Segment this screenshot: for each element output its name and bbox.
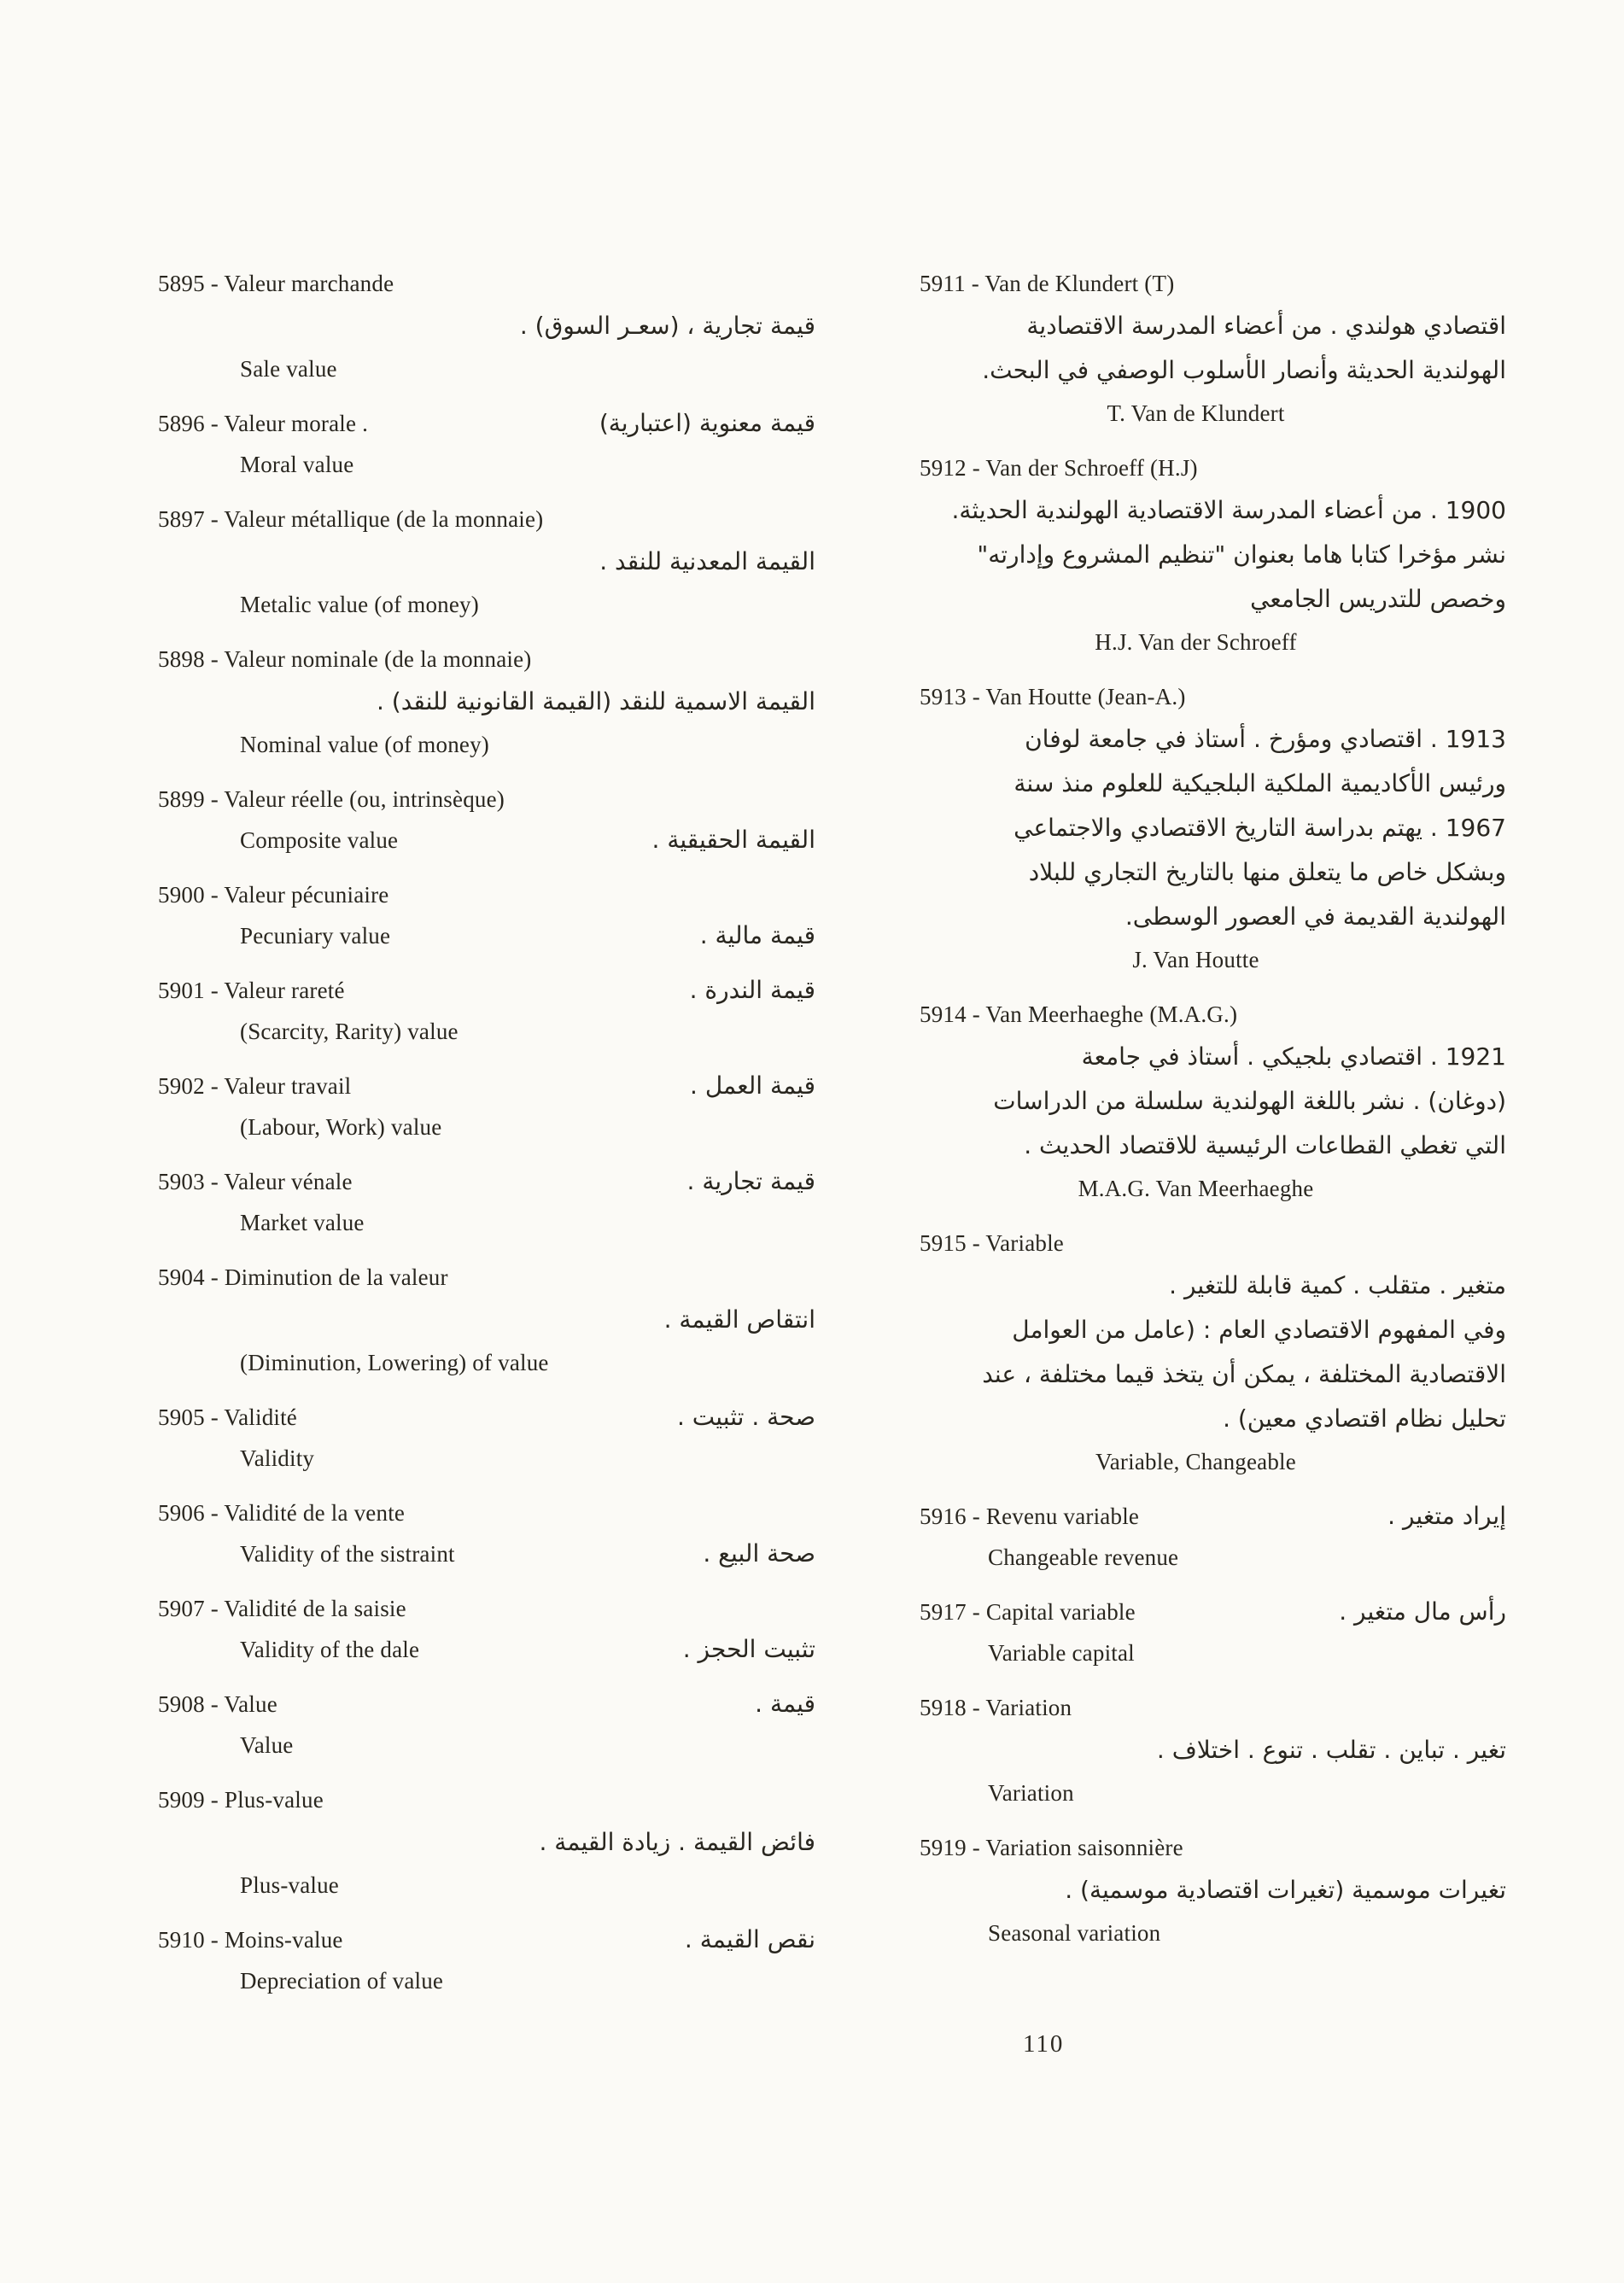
- entry-number: 5907 -: [158, 1596, 225, 1621]
- english-gloss: Value: [240, 1732, 294, 1758]
- arabic-text: تحليل نظام اقتصادي معين) .: [1223, 1404, 1506, 1433]
- entry-number: 5900 -: [158, 882, 225, 908]
- english-gloss: Sale value: [240, 356, 337, 382]
- page-number: 110: [1023, 2030, 1065, 2058]
- entry-5903: [158, 1161, 815, 1243]
- english-gloss: Depreciation of value: [240, 1968, 444, 1994]
- entry-head: [158, 499, 815, 540]
- entry-head: [158, 1684, 815, 1725]
- arabic-line: [851, 1264, 1506, 1308]
- transliterated-name: T. Van de Klundert: [1107, 400, 1285, 426]
- entry-term: 5918 - Variation: [920, 1695, 1072, 1720]
- entry-5916: [851, 1496, 1506, 1578]
- entry-head: [158, 1919, 815, 1960]
- english-gloss: Moral value: [240, 452, 354, 477]
- arabic-text: الهولندية القديمة في العصور الوسطى.: [1125, 902, 1506, 931]
- entry-term: 5917 - Capital variable: [920, 1599, 1136, 1625]
- english-arabic-line: [158, 915, 815, 956]
- entry-5907: [158, 1588, 815, 1670]
- english-gloss: Variation: [988, 1780, 1074, 1806]
- entry-head: [851, 676, 1506, 717]
- english-arabic-line: [158, 1629, 815, 1670]
- arabic-line: [851, 1308, 1506, 1352]
- entry-5898: [158, 639, 815, 765]
- english-gloss: (Labour, Work) value: [240, 1114, 442, 1140]
- entry-term: 5906 - Validité de la vente: [158, 1500, 406, 1526]
- arabic-line: [851, 577, 1506, 622]
- arabic-text: 1900 . من أعضاء المدرسة الاقتصادية الهولندية الحديثة.: [951, 496, 1506, 524]
- arabic-gloss: تثبيت الحجز .: [682, 1635, 815, 1663]
- entry-term: 5919 - Variation saisonnière: [920, 1835, 1183, 1860]
- arabic-text: اقتصادي هولندي . من أعضاء المدرسة الاقتصادية: [1026, 312, 1506, 340]
- english-gloss: Market value: [240, 1210, 365, 1235]
- entry-term: 5908 - Value: [158, 1691, 277, 1717]
- entry-5905: [158, 1397, 815, 1479]
- entry-head: [158, 1257, 815, 1298]
- entry-head: [851, 1827, 1506, 1868]
- entry-number: 5919 -: [920, 1835, 986, 1860]
- entry-5895: [158, 263, 815, 389]
- english-gloss: Pecuniary value: [240, 923, 391, 949]
- entry-number: 5904 -: [158, 1264, 225, 1290]
- column-left: [158, 263, 815, 2015]
- entry-term: 5899 - Valeur réelle (ou, intrinsèque): [158, 786, 505, 812]
- entry-head: [851, 1496, 1506, 1537]
- entry-head: [158, 1161, 815, 1202]
- arabic-gloss: صحة البيع .: [703, 1539, 815, 1568]
- arabic-line: [851, 1352, 1506, 1397]
- arabic-line: [851, 1397, 1506, 1441]
- entry-term: 5915 - Variable: [920, 1230, 1064, 1256]
- entry-head: [158, 639, 815, 680]
- entry-number: 5909 -: [158, 1787, 225, 1813]
- entry-term: 5896 - Valeur morale .: [158, 411, 369, 436]
- arabic-text: 1967 . يهتم بدراسة التاريخ الاقتصادي والاجتماعي: [1014, 814, 1506, 842]
- page-content: [158, 263, 1506, 2015]
- entry-head: [851, 263, 1506, 304]
- entry-5914: [851, 994, 1506, 1209]
- entry-head: [158, 263, 815, 304]
- entry-term: 5910 - Moins-value: [158, 1927, 343, 1953]
- entry-head: [851, 1223, 1506, 1264]
- entry-term: 5916 - Revenu variable: [920, 1504, 1140, 1529]
- arabic-gloss: قيمة مالية .: [699, 921, 815, 949]
- entry-5912: [851, 447, 1506, 663]
- arabic-line: [851, 895, 1506, 939]
- entry-head: [158, 1397, 815, 1438]
- arabic-line: [851, 348, 1506, 393]
- arabic-text: القيمة المعدنية للنقد .: [599, 547, 815, 575]
- entry-number: 5903 -: [158, 1169, 225, 1194]
- arabic-line: [851, 1868, 1506, 1912]
- entry-number: 5905 -: [158, 1404, 225, 1430]
- english-arabic-line: [158, 1533, 815, 1574]
- entry-number: 5916 -: [920, 1504, 986, 1529]
- arabic-text: تغير . تباين . تقلب . تنوع . اختلاف .: [1156, 1736, 1506, 1764]
- entry-number: 5897 -: [158, 506, 225, 532]
- transliterated-name: H.J. Van der Schroeff: [1095, 629, 1297, 655]
- arabic-text: تغيرات موسمية (تغيرات اقتصادية موسمية) .: [1065, 1876, 1506, 1904]
- entry-5911: [851, 263, 1506, 434]
- entry-5904: [158, 1257, 815, 1383]
- arabic-line: [851, 488, 1506, 533]
- arabic-line: [158, 540, 815, 584]
- arabic-line: [158, 680, 815, 724]
- entry-head: [158, 1588, 815, 1629]
- arabic-line: [851, 1728, 1506, 1772]
- arabic-gloss: نقص القيمة .: [684, 1925, 815, 1953]
- arabic-line: [851, 1079, 1506, 1124]
- entry-5899: [158, 779, 815, 861]
- arabic-text: الهولندية الحديثة وأنصار الأسلوب الوصفي في البحث.: [982, 356, 1506, 384]
- entry-number: 5911 -: [920, 271, 985, 296]
- entry-5906: [158, 1492, 815, 1574]
- english-gloss: Changeable revenue: [988, 1544, 1179, 1570]
- entry-number: 5896 -: [158, 411, 225, 436]
- arabic-line: [158, 1820, 815, 1865]
- arabic-text: 1921 . اقتصادي بلجيكي . أستاذ في جامعة: [1081, 1042, 1506, 1071]
- entry-number: 5917 -: [920, 1599, 986, 1625]
- entry-term: 5895 - Valeur marchande: [158, 271, 394, 296]
- arabic-gloss: قيمة معنوية (اعتبارية): [599, 409, 815, 437]
- arabic-text: وخصص للتدريس الجامعي: [1250, 585, 1506, 613]
- entry-head: [158, 403, 815, 444]
- entry-term: 5897 - Valeur métallique (de la monnaie): [158, 506, 544, 532]
- entry-term: 5907 - Validité de la saisie: [158, 1596, 406, 1621]
- entry-5918: [851, 1687, 1506, 1813]
- transliterated-name: J. Van Houtte: [1132, 947, 1259, 972]
- arabic-gloss: قيمة العمل .: [690, 1071, 815, 1100]
- entry-number: 5915 -: [920, 1230, 986, 1256]
- arabic-text: وفي المفهوم الاقتصادي العام : (عامل من العوامل: [1012, 1316, 1506, 1344]
- entry-5917: [851, 1591, 1506, 1673]
- entry-head: [851, 1591, 1506, 1632]
- entry-head: [158, 874, 815, 915]
- entry-number: 5895 -: [158, 271, 225, 296]
- english-gloss: Plus-value: [240, 1872, 339, 1898]
- arabic-gloss: قيمة .: [755, 1690, 815, 1718]
- arabic-line: [851, 533, 1506, 577]
- entry-term: 5901 - Valeur rareté: [158, 978, 345, 1003]
- entry-number: 5918 -: [920, 1695, 986, 1720]
- entry-term: 5900 - Valeur pécuniaire: [158, 882, 389, 908]
- entry-5913: [851, 676, 1506, 980]
- arabic-line: [851, 762, 1506, 806]
- entry-term: 5902 - Valeur travail: [158, 1073, 352, 1099]
- column-right: [851, 263, 1506, 2015]
- arabic-text: التي تغطي القطاعات الرئيسية للاقتصاد الحديث .: [1024, 1131, 1506, 1159]
- english-gloss: Validity: [240, 1445, 315, 1471]
- entry-5908: [158, 1684, 815, 1766]
- english-gloss: Seasonal variation: [988, 1920, 1161, 1946]
- entry-number: 5906 -: [158, 1500, 225, 1526]
- entry-term: 5903 - Valeur vénale: [158, 1169, 353, 1194]
- arabic-gloss: إيراد متغير .: [1387, 1502, 1506, 1530]
- entry-term: 5898 - Valeur nominale (de la monnaie): [158, 646, 532, 672]
- entry-5910: [158, 1919, 815, 2001]
- entry-number: 5901 -: [158, 978, 225, 1003]
- arabic-text: 1913 . اقتصادي ومؤرخ . أستاذ في جامعة لوفان: [1025, 725, 1506, 753]
- english-arabic-line: [158, 820, 815, 861]
- arabic-gloss: القيمة الحقيقية .: [651, 826, 815, 854]
- entry-number: 5914 -: [920, 1001, 986, 1027]
- entry-number: 5912 -: [920, 455, 986, 481]
- entry-head: [851, 1687, 1506, 1728]
- entry-term: 5904 - Diminution de la valeur: [158, 1264, 448, 1290]
- entry-term: 5913 - Van Houtte (Jean-A.): [920, 684, 1186, 709]
- arabic-text: القيمة الاسمية للنقد (القيمة القانونية للنقد) .: [377, 687, 815, 715]
- arabic-gloss: قيمة تجارية .: [686, 1167, 815, 1195]
- arabic-line: [851, 304, 1506, 348]
- entry-number: 5899 -: [158, 786, 225, 812]
- english-gloss: Metalic value (of money): [240, 592, 479, 617]
- arabic-line: [158, 304, 815, 348]
- arabic-text: متغير . متقلب . كمية قابلة للتغير .: [1169, 1271, 1506, 1299]
- arabic-text: ورئيس الأكاديمية الملكية البلجيكية للعلوم منذ سنة: [1014, 769, 1506, 797]
- entry-5897: [158, 499, 815, 625]
- entry-term: 5911 - Van de Klundert (T): [920, 271, 1175, 296]
- arabic-line: [851, 1035, 1506, 1079]
- arabic-line: [851, 806, 1506, 850]
- entry-5909: [158, 1779, 815, 1906]
- english-gloss: (Scarcity, Rarity) value: [240, 1019, 459, 1044]
- entry-head: [158, 1779, 815, 1820]
- arabic-text: قيمة تجارية ، (سعـر السوق) .: [519, 312, 815, 340]
- entry-5915: [851, 1223, 1506, 1482]
- english-gloss: Validity of the sistraint: [240, 1541, 455, 1567]
- entry-term: 5909 - Plus-value: [158, 1787, 324, 1813]
- arabic-text: فائض القيمة . زيادة القيمة .: [539, 1828, 815, 1856]
- entry-number: 5910 -: [158, 1927, 225, 1953]
- arabic-text: (دوغان) . نشر باللغة الهولندية سلسلة من الدراسات: [993, 1087, 1506, 1115]
- transliterated-name: Variable, Changeable: [1095, 1449, 1296, 1474]
- entry-term: 5905 - Validité: [158, 1404, 297, 1430]
- entry-5901: [158, 970, 815, 1052]
- english-gloss: Variable capital: [988, 1640, 1135, 1666]
- arabic-line: [158, 1298, 815, 1342]
- entry-number: 5898 -: [158, 646, 225, 672]
- arabic-gloss: رأس مال متغير .: [1339, 1597, 1506, 1626]
- arabic-text: وبشكل خاص ما يتعلق منها بالتاريخ التجاري للبلاد: [1028, 858, 1506, 886]
- arabic-line: [851, 850, 1506, 895]
- english-gloss: Validity of the dale: [240, 1637, 420, 1662]
- transliterated-name: M.A.G. Van Meerhaeghe: [1078, 1176, 1314, 1201]
- entry-5896: [158, 403, 815, 485]
- entry-head: [851, 994, 1506, 1035]
- entry-term: 5912 - Van der Schroeff (H.J): [920, 455, 1198, 481]
- entry-5902: [158, 1066, 815, 1147]
- entry-5919: [851, 1827, 1506, 1953]
- entry-head: [158, 970, 815, 1011]
- arabic-text: انتقاص القيمة .: [663, 1305, 815, 1334]
- entry-number: 5913 -: [920, 684, 986, 709]
- entry-number: 5902 -: [158, 1073, 225, 1099]
- arabic-text: نشر مؤخرا كتابا هاما بعنوان "تنظيم المشروع وإدارته": [977, 540, 1506, 569]
- arabic-line: [851, 717, 1506, 762]
- arabic-line: [851, 1124, 1506, 1168]
- entry-term: 5914 - Van Meerhaeghe (M.A.G.): [920, 1001, 1238, 1027]
- entry-head: [851, 447, 1506, 488]
- arabic-text: الاقتصادية المختلفة ، يمكن أن يتخذ قيما مختلفة ، عند: [982, 1360, 1506, 1388]
- entry-5900: [158, 874, 815, 956]
- english-gloss: Composite value: [240, 827, 399, 853]
- arabic-gloss: صحة . تثبيت .: [677, 1403, 815, 1431]
- english-gloss: Nominal value (of money): [240, 732, 489, 757]
- english-gloss: (Diminution, Lowering) of value: [240, 1350, 549, 1375]
- entry-number: 5908 -: [158, 1691, 225, 1717]
- arabic-gloss: قيمة الندرة .: [689, 976, 815, 1004]
- entry-head: [158, 779, 815, 820]
- entry-head: [158, 1066, 815, 1106]
- entry-head: [158, 1492, 815, 1533]
